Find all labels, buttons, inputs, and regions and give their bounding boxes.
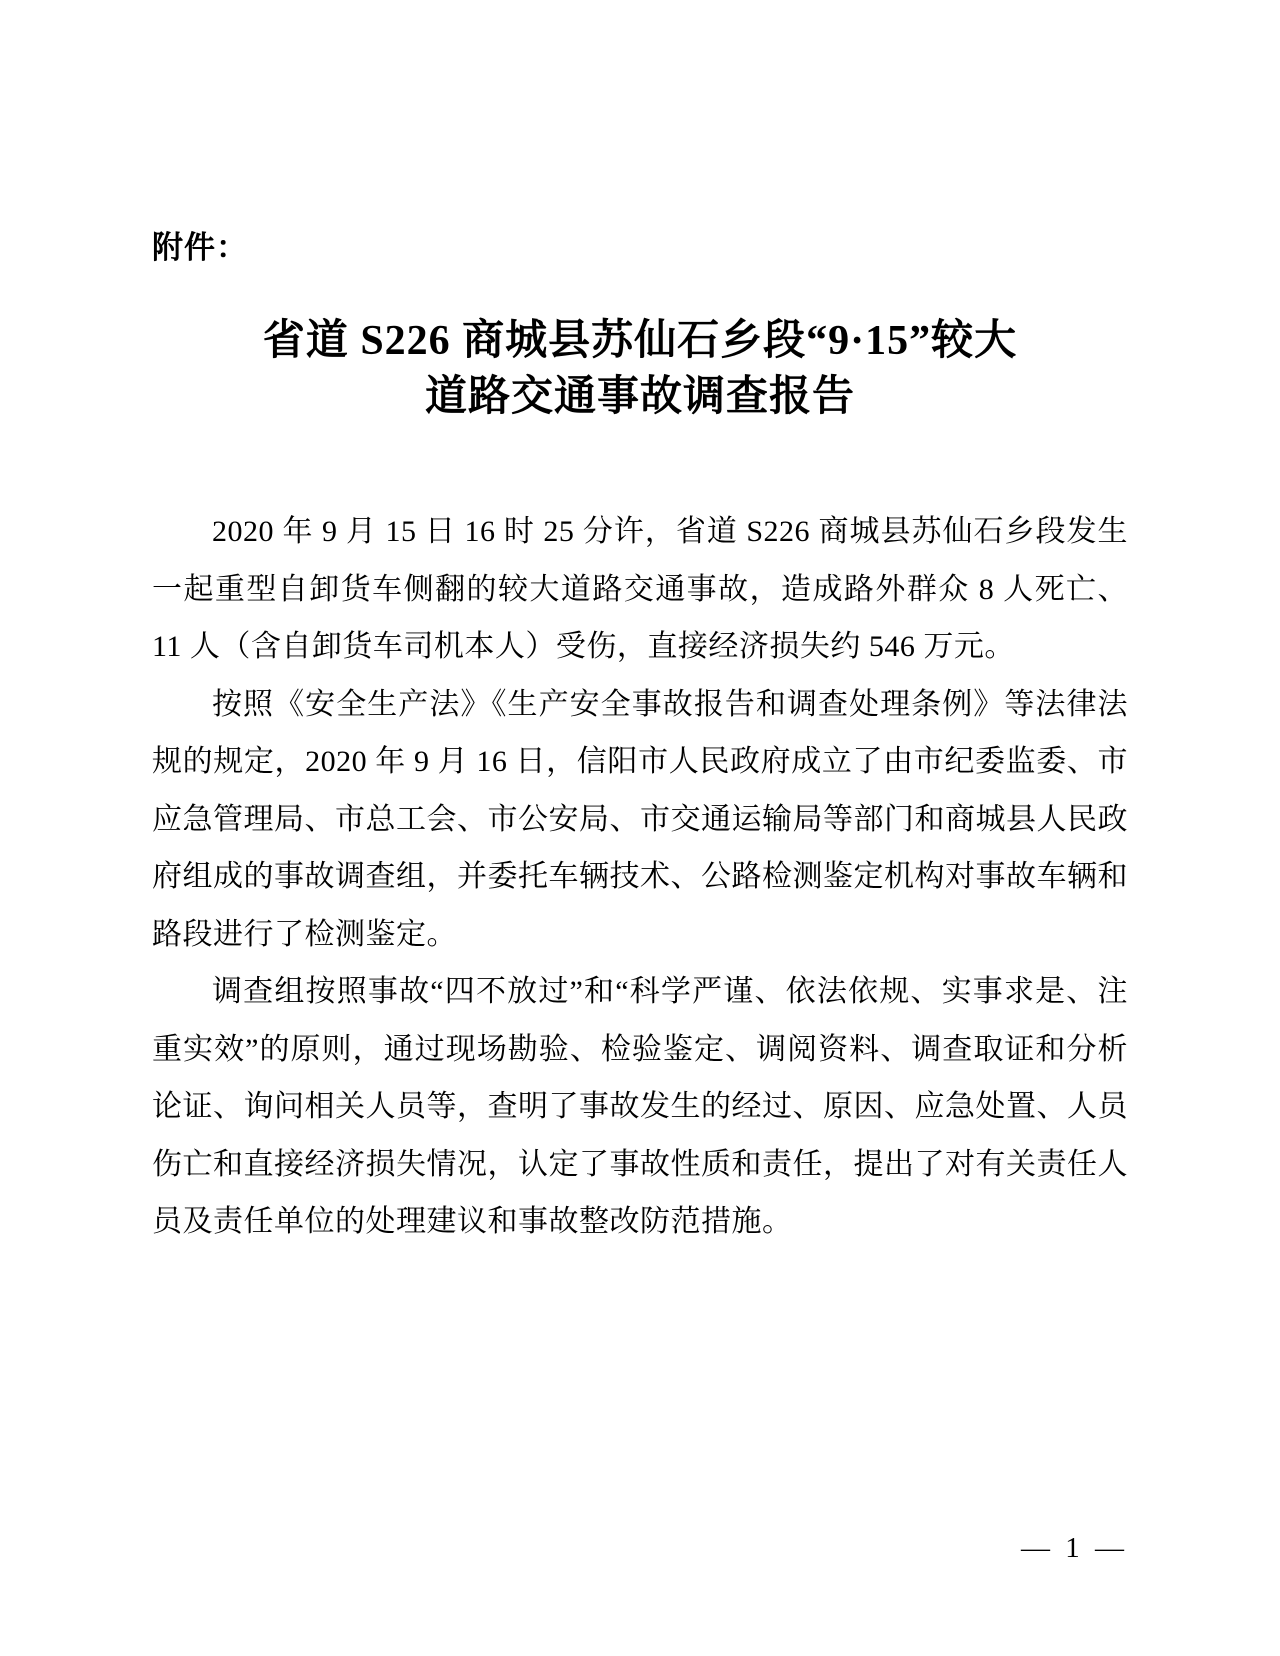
document-title-line-2: 道路交通事故调查报告 bbox=[424, 374, 855, 420]
paragraph-incident-summary: 2020 年 9 月 15 日 16 时 25 分许，省道 S226 商城县苏仙石乡段发生一起重型自卸货车侧翻的较大道路交通事故，造成路外群众 8 人死亡、11 人（含自卸货车司机本人）受伤，直接经济损失约 546 万元。 bbox=[152, 515, 1128, 663]
document-body bbox=[152, 503, 1128, 1251]
document-title-line-1: 省道 S226 商城县苏仙石乡段“9·15”较大 bbox=[262, 318, 1018, 364]
paragraph-investigation-team: 按照《安全生产法》《生产安全事故报告和调查处理条例》等法律法规的规定，2020 年 9 月 16 日，信阳市人民政府成立了由市纪委监委、市应急管理局、市总工会、市公安局、市交通运输局等部门和商城县人民政府组成的事故调查组，并委托车辆技术、公路检测鉴定机构对事故车辆和路段进行了检测鉴定。 bbox=[152, 687, 1128, 951]
document-title bbox=[152, 313, 1128, 425]
paragraph-investigation-principles: 调查组按照事故“四不放过”和“科学严谨、依法依规、实事求是、注重实效”的原则，通过现场勘验、检验鉴定、调阅资料、调查取证和分析论证、询问相关人员等，查明了事故发生的经过、原因、应急处置、人员伤亡和直接经济损失情况，认定了事故性质和责任，提出了对有关责任人员及责任单位的处理建议和事故整改防范措施。 bbox=[152, 975, 1128, 1238]
page-number: — 1 — bbox=[1021, 1532, 1128, 1564]
attachment-label: 附件： bbox=[152, 230, 248, 265]
